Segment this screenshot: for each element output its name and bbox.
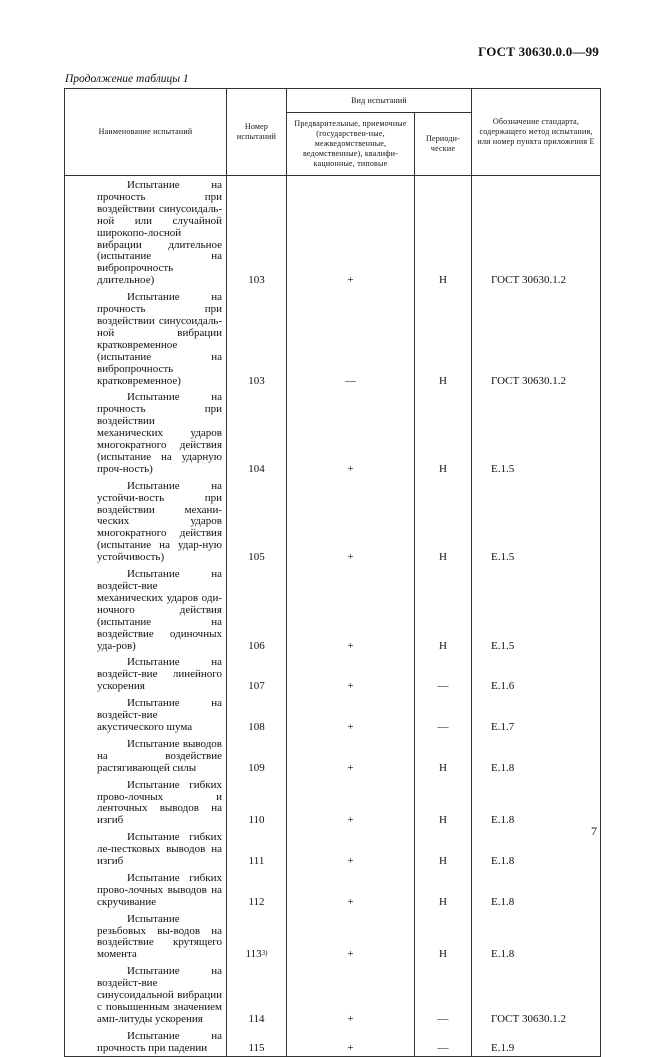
preliminary-cell: +	[287, 176, 415, 289]
periodic-cell: Н	[415, 869, 472, 910]
header-preliminary: Предварительные, приемочные (государствен-ные, межведомственные, ведомственные), квалифи-кационные, типовые	[287, 113, 415, 176]
test-number-cell: 106	[227, 565, 287, 653]
periodic-cell: Н	[415, 828, 472, 869]
test-number-cell: 108	[227, 694, 287, 735]
table-row	[65, 828, 601, 869]
preliminary-cell: —	[287, 288, 415, 388]
test-number-cell: 111	[227, 828, 287, 869]
standard-cell: Е.1.5	[472, 477, 601, 565]
header-periodic: Периоди-ческие	[415, 113, 472, 176]
table-row	[65, 962, 601, 1027]
preliminary-cell: +	[287, 735, 415, 776]
table-continuation-caption: Продолжение таблицы 1	[65, 73, 189, 85]
test-name-cell: Испытание на воздейст-вие акустического шума	[65, 694, 227, 735]
periodic-cell: Н	[415, 176, 472, 289]
table-row	[65, 776, 601, 829]
preliminary-cell: +	[287, 776, 415, 829]
preliminary-cell: +	[287, 653, 415, 694]
test-number-cell: 115	[227, 1027, 287, 1056]
test-number-cell: 113$^{3)}$	[227, 910, 287, 963]
standard-cell: Е.1.5	[472, 565, 601, 653]
periodic-cell: Н	[415, 565, 472, 653]
footnote-marker: 3)	[261, 949, 268, 958]
standard-cell: Е.1.6	[472, 653, 601, 694]
periodic-cell: Н	[415, 735, 472, 776]
header-test-number: Номер испытаний	[227, 89, 287, 176]
preliminary-cell: +	[287, 694, 415, 735]
standard-cell: Е.1.8	[472, 910, 601, 963]
test-name-cell: Испытание выводов на воздействие растягивающей силы	[65, 735, 227, 776]
preliminary-cell: +	[287, 962, 415, 1027]
table-row	[65, 388, 601, 476]
test-name-cell: Испытание на устойчи-вость при воздействии механи-ческих ударов многократного действия (испытание на удар-ную устойчивость)	[65, 477, 227, 565]
test-number-cell: 107	[227, 653, 287, 694]
header-standard: Обозначение стандарта, содержащего метод испытания, или номер пункта приложения Е	[472, 89, 601, 176]
periodic-cell: Н	[415, 776, 472, 829]
test-name-cell: Испытание на воздейст-вие линейного ускорения	[65, 653, 227, 694]
table-row	[65, 565, 601, 653]
test-number-cell: 110	[227, 776, 287, 829]
test-number-cell: 103	[227, 288, 287, 388]
periodic-cell: —	[415, 694, 472, 735]
table-row	[65, 735, 601, 776]
periodic-cell: Н	[415, 910, 472, 963]
standard-cell: ГОСТ 30630.1.2	[472, 962, 601, 1027]
table-row	[65, 653, 601, 694]
preliminary-cell: +	[287, 910, 415, 963]
periodic-cell: —	[415, 653, 472, 694]
table-row	[65, 176, 601, 289]
preliminary-cell: +	[287, 565, 415, 653]
header-test-name: Наименование испытаний	[65, 89, 227, 176]
table-row	[65, 288, 601, 388]
document-code: ГОСТ 30630.0.0—99	[478, 44, 599, 59]
test-name-cell: Испытание гибких ле-пестковых выводов на изгиб	[65, 828, 227, 869]
standard-cell: Е.1.8	[472, 776, 601, 829]
standard-cell: Е.1.8	[472, 735, 601, 776]
table-row	[65, 694, 601, 735]
test-name-cell: Испытание на прочность при воздействии механических ударов многократного действия (испытание на ударную проч-ность)	[65, 388, 227, 476]
preliminary-cell: +	[287, 388, 415, 476]
test-number-cell: 114	[227, 962, 287, 1027]
periodic-cell: —	[415, 962, 472, 1027]
periodic-cell: Н	[415, 388, 472, 476]
table-row	[65, 1027, 601, 1056]
test-name-cell: Испытание на прочность при воздействии синусоидаль-ной вибрации кратковременное (испытание на вибропрочность кратковременное)	[65, 288, 227, 388]
standard-cell: Е.1.8	[472, 869, 601, 910]
test-name-cell: Испытание резьбовых вы-водов на воздействие крутящего момента	[65, 910, 227, 963]
standard-cell: ГОСТ 30630.1.2	[472, 288, 601, 388]
test-name-cell: Испытание гибких прово-лочных выводов на скручивание	[65, 869, 227, 910]
standard-cell: Е.1.5	[472, 388, 601, 476]
test-name-cell: Испытание на прочность при падении	[65, 1027, 227, 1056]
preliminary-cell: +	[287, 828, 415, 869]
test-name-cell: Испытание на воздейст-вие механических ударов оди-ночного действия (испытание на воздействие одиночных уда-ров)	[65, 565, 227, 653]
test-number-cell: 112	[227, 869, 287, 910]
standard-cell: Е.1.7	[472, 694, 601, 735]
page-number: 7	[591, 824, 597, 838]
test-name-cell: Испытание на воздейст-вие синусоидальной вибрации с повышенным значением амп-литуды ускорения	[65, 962, 227, 1027]
tests-table	[64, 88, 601, 1057]
table-row	[65, 477, 601, 565]
periodic-cell: Н	[415, 477, 472, 565]
periodic-cell: Н	[415, 288, 472, 388]
test-number-cell: 105	[227, 477, 287, 565]
preliminary-cell: +	[287, 477, 415, 565]
standard-cell: Е.1.8	[472, 828, 601, 869]
test-number-cell: 104	[227, 388, 287, 476]
header-test-type: Вид испытаний	[287, 89, 472, 113]
test-number-cell: 109	[227, 735, 287, 776]
standard-cell: ГОСТ 30630.1.2	[472, 176, 601, 289]
preliminary-cell: +	[287, 869, 415, 910]
test-number-cell: 103	[227, 176, 287, 289]
preliminary-cell: +	[287, 1027, 415, 1056]
standard-cell: Е.1.9	[472, 1027, 601, 1056]
test-name-cell: Испытание гибких прово-лочных и ленточных выводов на изгиб	[65, 776, 227, 829]
periodic-cell: —	[415, 1027, 472, 1056]
test-name-cell: Испытание на прочность при воздействии синусоидаль-ной или случайной широкопо-лосной вибрации длительное (испытание на вибропрочность длительное)	[65, 176, 227, 289]
table-row	[65, 869, 601, 910]
